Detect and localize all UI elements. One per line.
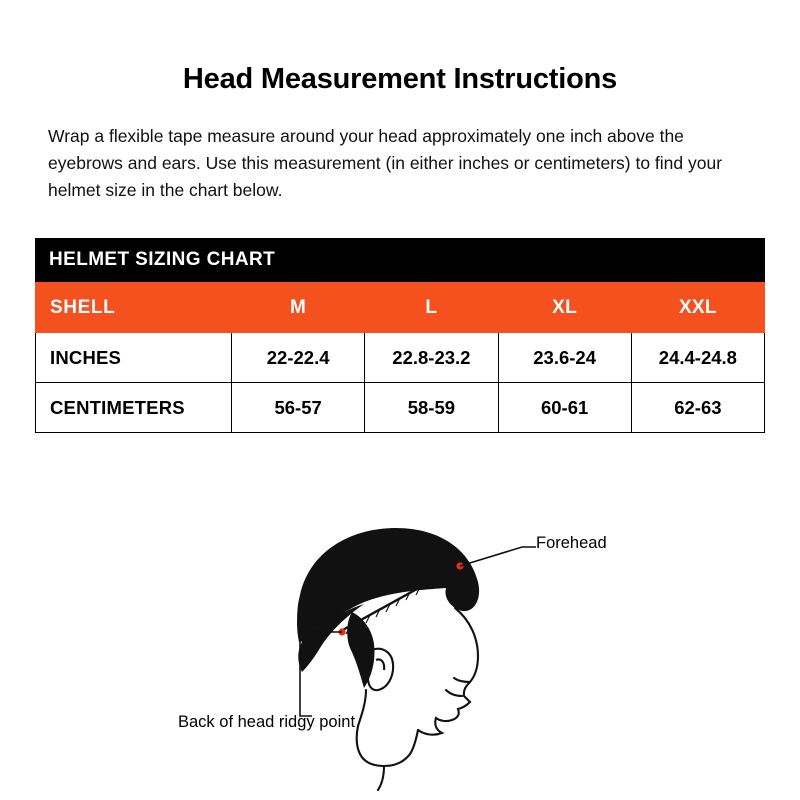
- cell-cm-xl: 60-61: [498, 383, 631, 433]
- label-forehead: Forehead: [536, 534, 607, 552]
- instructions-paragraph: Wrap a flexible tape measure around your head approximately one inch above the eyebrows and ears. Use this measurement (in either inches or centimeters) to find your helmet size in the chart below.: [48, 125, 723, 201]
- table-row: [36, 333, 765, 383]
- helmet-sizing-chart: [35, 238, 765, 433]
- head-sideburn: [347, 612, 374, 688]
- cell-inches-xl: 23.6-24: [498, 333, 631, 383]
- cell-cm-xxl: 62-63: [631, 383, 764, 433]
- page-title: Head Measurement Instructions: [182, 63, 618, 95]
- forehead-leader-line: [460, 547, 536, 566]
- column-header-xxl: XXL: [631, 283, 764, 333]
- table-row: [36, 383, 765, 433]
- cell-inches-xxl: 24.4-24.8: [631, 333, 764, 383]
- column-header-shell: SHELL: [36, 283, 232, 333]
- row-label-inches: INCHES: [36, 333, 232, 383]
- table-header-row: [36, 283, 765, 333]
- column-header-xl: XL: [498, 283, 631, 333]
- cell-cm-m: 56-57: [232, 383, 365, 433]
- cell-cm-l: 58-59: [365, 383, 498, 433]
- row-label-centimeters: CENTIMETERS: [36, 383, 232, 433]
- head-measurement-diagram: [0, 500, 800, 800]
- sizing-table: [35, 282, 765, 433]
- cell-inches-m: 22-22.4: [232, 333, 365, 383]
- label-back-of-head: Back of head ridgy point: [178, 713, 356, 731]
- chart-banner-title: HELMET SIZING CHART: [35, 238, 765, 282]
- cell-inches-l: 22.8-23.2: [365, 333, 498, 383]
- column-header-l: L: [365, 283, 498, 333]
- column-header-m: M: [232, 283, 365, 333]
- face-profile-outline: [357, 608, 478, 790]
